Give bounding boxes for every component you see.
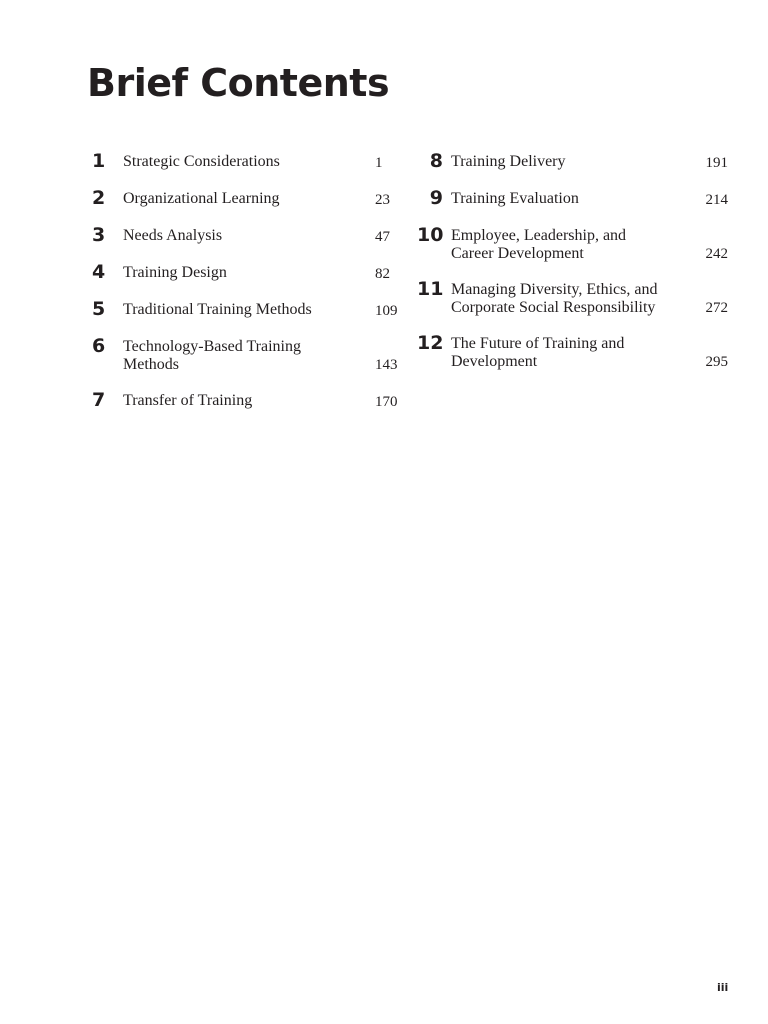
toc-entry[interactable] <box>417 332 728 371</box>
toc-entry[interactable] <box>92 261 400 283</box>
toc-entry[interactable] <box>92 389 400 411</box>
chapter-page-number: 47 <box>375 229 390 245</box>
chapter-number: 5 <box>92 298 106 320</box>
chapter-page-number: 191 <box>705 155 728 171</box>
chapter-number: 11 <box>417 278 444 300</box>
chapter-number: 9 <box>429 187 443 209</box>
toc-entry[interactable] <box>92 224 400 246</box>
toc-entry[interactable] <box>417 224 728 263</box>
chapter-number: 3 <box>92 224 106 246</box>
toc-entry[interactable] <box>417 150 728 172</box>
chapter-page-number: 109 <box>375 303 398 319</box>
chapter-page-number: 143 <box>375 357 398 373</box>
chapter-page-number: 272 <box>705 300 728 316</box>
chapter-number: 8 <box>429 150 443 172</box>
chapter-page-number: 170 <box>375 394 398 410</box>
chapter-number: 1 <box>92 150 106 172</box>
toc-left-column <box>92 150 400 429</box>
chapter-title: Organizational Learning <box>123 190 280 207</box>
chapter-title: Traditional Training Methods <box>123 301 312 318</box>
chapter-title: Training Design <box>123 264 227 281</box>
toc-entry[interactable] <box>417 187 728 209</box>
chapter-page-number: 1 <box>375 155 383 171</box>
chapter-number: 12 <box>417 332 444 354</box>
chapter-title: Transfer of Training <box>123 392 253 409</box>
chapter-title: Needs Analysis <box>123 227 223 244</box>
chapter-number: 6 <box>92 335 106 357</box>
chapter-page-number: 82 <box>375 266 390 282</box>
chapter-page-number: 23 <box>375 192 390 208</box>
chapter-title: Employee, Leadership, and Career Development <box>451 227 627 262</box>
chapter-number: 10 <box>417 224 444 246</box>
page-title: Brief Contents <box>87 61 390 105</box>
chapter-number: 2 <box>92 187 106 209</box>
chapter-title: The Future of Training and Development <box>451 335 625 370</box>
chapter-page-number: 295 <box>705 354 728 370</box>
chapter-page-number: 242 <box>705 246 728 262</box>
page-folio: iii <box>717 981 729 994</box>
chapter-page-number: 214 <box>705 192 728 208</box>
toc-entry[interactable] <box>92 335 400 374</box>
toc-entry[interactable] <box>92 150 400 172</box>
toc-entry[interactable] <box>92 187 400 209</box>
toc-entry[interactable] <box>92 298 400 320</box>
chapter-number: 7 <box>92 389 106 411</box>
chapter-title: Managing Diversity, Ethics, and Corporate Social Responsibility <box>451 281 658 316</box>
toc-right-column <box>417 150 728 389</box>
chapter-title: Training Evaluation <box>451 190 579 207</box>
chapter-title: Technology-Based Training Methods <box>123 338 301 373</box>
toc-entry[interactable] <box>417 278 728 317</box>
chapter-number: 4 <box>92 261 106 283</box>
chapter-title: Training Delivery <box>451 153 566 170</box>
chapter-title: Strategic Considerations <box>123 153 280 170</box>
